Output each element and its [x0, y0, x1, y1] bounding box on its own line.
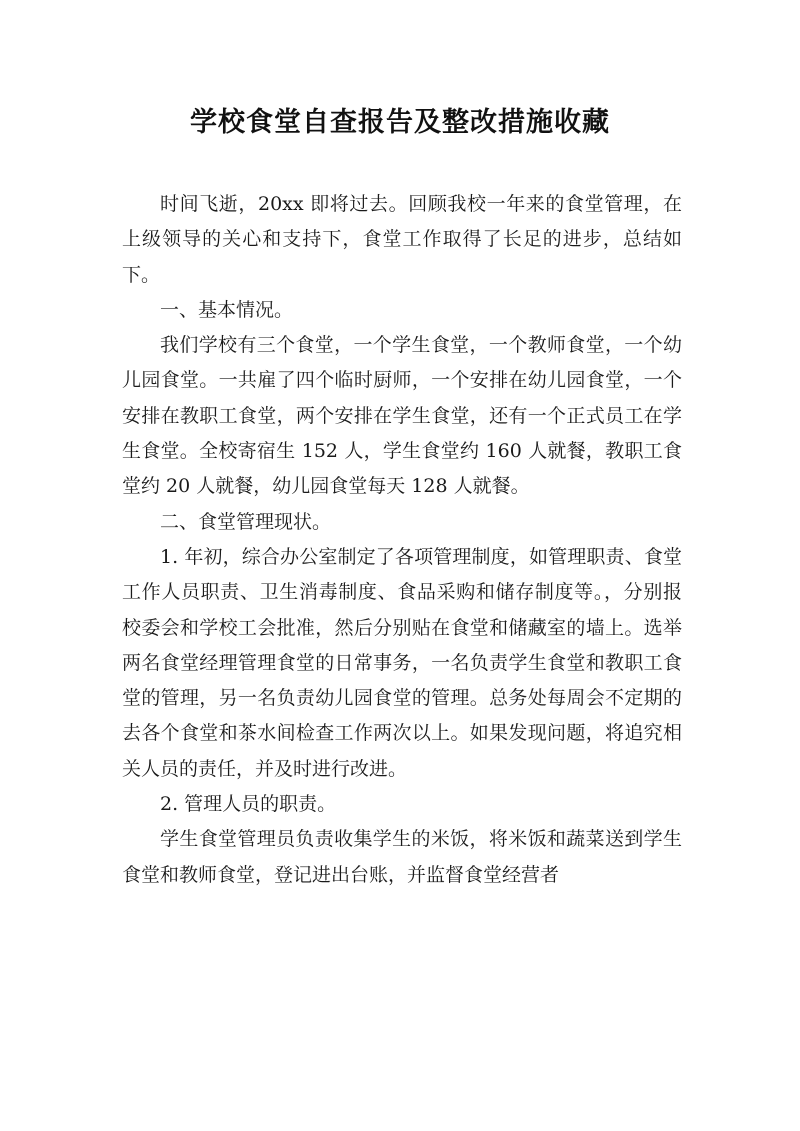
heading-basic-situation: 一、基本情况。 — [160, 298, 294, 321]
paragraph-management-item-1: 1. 年初，综合办公室制定了各项管理制度，如管理职责、食堂工作人员职责、卫生消毒制度、食品采购和储存制度等。，分别报校委会和学校工会批准，然后分别贴在食堂和储藏室的墙上。选举两名食堂经理管理食堂的日常事务，一名负责学生食堂和教职工食堂的管理，另一名负责幼儿园食堂的管理。总务处每周会不定期的去各个食堂和茶水间检查工作两次以上。如果发现问题，将追究相关人员的责任，并及时进行改进。 — [122, 545, 682, 780]
document-body — [122, 187, 682, 893]
document-title: 学校食堂自查报告及整改措施收藏 — [190, 107, 610, 138]
heading-management-status: 二、食堂管理现状。 — [160, 510, 332, 533]
paragraph-intro: 时间飞逝，20xx 即将过去。回顾我校一年来的食堂管理，在上级领导的关心和支持下，食堂工作取得了长足的进步，总结如下。 — [122, 193, 682, 286]
paragraph-management-duties: 学生食堂管理员负责收集学生的米饭，将米饭和蔬菜送到学生食堂和教师食堂，登记进出台账，并监督食堂经营者 — [122, 828, 682, 886]
paragraph-basic-situation: 我们学校有三个食堂，一个学生食堂，一个教师食堂，一个幼儿园食堂。一共雇了四个临时厨师，一个安排在幼儿园食堂，一个安排在教职工食堂，两个安排在学生食堂，还有一个正式员工在学生食堂。全校寄宿生 152 人，学生食堂约 160 人就餐，教职工食堂约 20 人就餐，幼儿园食堂每天 128 人就餐。 — [122, 334, 682, 498]
heading-management-duties: 2. 管理人员的职责。 — [160, 793, 337, 816]
